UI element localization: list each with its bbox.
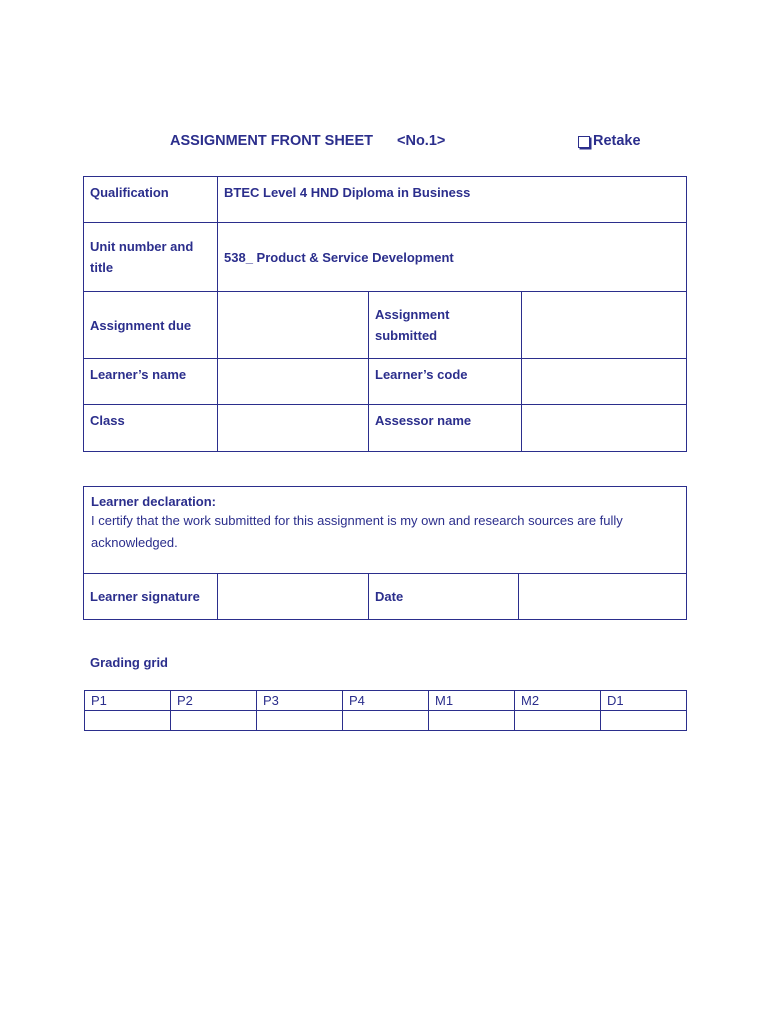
- assignment-due-label: Assignment due: [84, 292, 218, 359]
- date-label: Date: [369, 574, 519, 620]
- grade-cell-d1[interactable]: [601, 711, 687, 731]
- grade-cell-p3[interactable]: [257, 711, 343, 731]
- retake-option[interactable]: [578, 133, 641, 149]
- unit-row: [84, 223, 687, 292]
- grading-header-row: [85, 691, 687, 711]
- learner-declaration-table: [83, 486, 687, 620]
- learner-code-label: Learner’s code: [369, 359, 522, 405]
- grading-grid: [84, 690, 687, 731]
- grade-header-d1: D1: [601, 691, 687, 711]
- assignment-submitted-label: Assignment submitted: [369, 292, 522, 359]
- grade-header-p3: P3: [257, 691, 343, 711]
- grade-header-p1: P1: [85, 691, 171, 711]
- unit-label: Unit number and title: [84, 223, 218, 292]
- qualification-label: Qualification: [84, 177, 218, 223]
- assessor-label: Assessor name: [369, 405, 522, 452]
- unit-value: 538_ Product & Service Development: [218, 223, 687, 292]
- class-label: Class: [84, 405, 218, 452]
- declaration-cell: [84, 487, 687, 574]
- learner-code-field[interactable]: [522, 359, 687, 405]
- assignment-info-table: [83, 176, 687, 452]
- assessor-field[interactable]: [522, 405, 687, 452]
- grade-header-p2: P2: [171, 691, 257, 711]
- assignment-number: <No.1>: [397, 133, 446, 149]
- declaration-heading: Learner declaration:: [91, 494, 216, 509]
- retake-checkbox[interactable]: [578, 136, 590, 148]
- page-title: ASSIGNMENT FRONT SHEET: [170, 133, 374, 149]
- learner-name-field[interactable]: [218, 359, 369, 405]
- assignment-due-field[interactable]: [218, 292, 369, 359]
- grade-header-p4: P4: [343, 691, 429, 711]
- class-row: [84, 405, 687, 452]
- date-field[interactable]: [519, 574, 687, 620]
- declaration-text: I certify that the work submitted for this assignment is my own and research sources are fully acknowledged.: [91, 513, 623, 550]
- learner-name-label: Learner’s name: [84, 359, 218, 405]
- grading-grid-title: Grading grid: [90, 655, 168, 670]
- signature-row: [84, 574, 687, 620]
- grading-value-row: [85, 711, 687, 731]
- declaration-row: [84, 487, 687, 574]
- signature-field[interactable]: [218, 574, 369, 620]
- qualification-value: BTEC Level 4 HND Diploma in Business: [218, 177, 687, 223]
- grade-cell-m1[interactable]: [429, 711, 515, 731]
- grade-header-m1: M1: [429, 691, 515, 711]
- class-field[interactable]: [218, 405, 369, 452]
- retake-label: Retake: [593, 133, 641, 149]
- signature-label: Learner signature: [84, 574, 218, 620]
- learner-row: [84, 359, 687, 405]
- grade-cell-m2[interactable]: [515, 711, 601, 731]
- assignment-submitted-field[interactable]: [522, 292, 687, 359]
- grade-cell-p4[interactable]: [343, 711, 429, 731]
- grade-cell-p1[interactable]: [85, 711, 171, 731]
- qualification-row: [84, 177, 687, 223]
- grade-header-m2: M2: [515, 691, 601, 711]
- assignment-dates-row: [84, 292, 687, 359]
- grade-cell-p2[interactable]: [171, 711, 257, 731]
